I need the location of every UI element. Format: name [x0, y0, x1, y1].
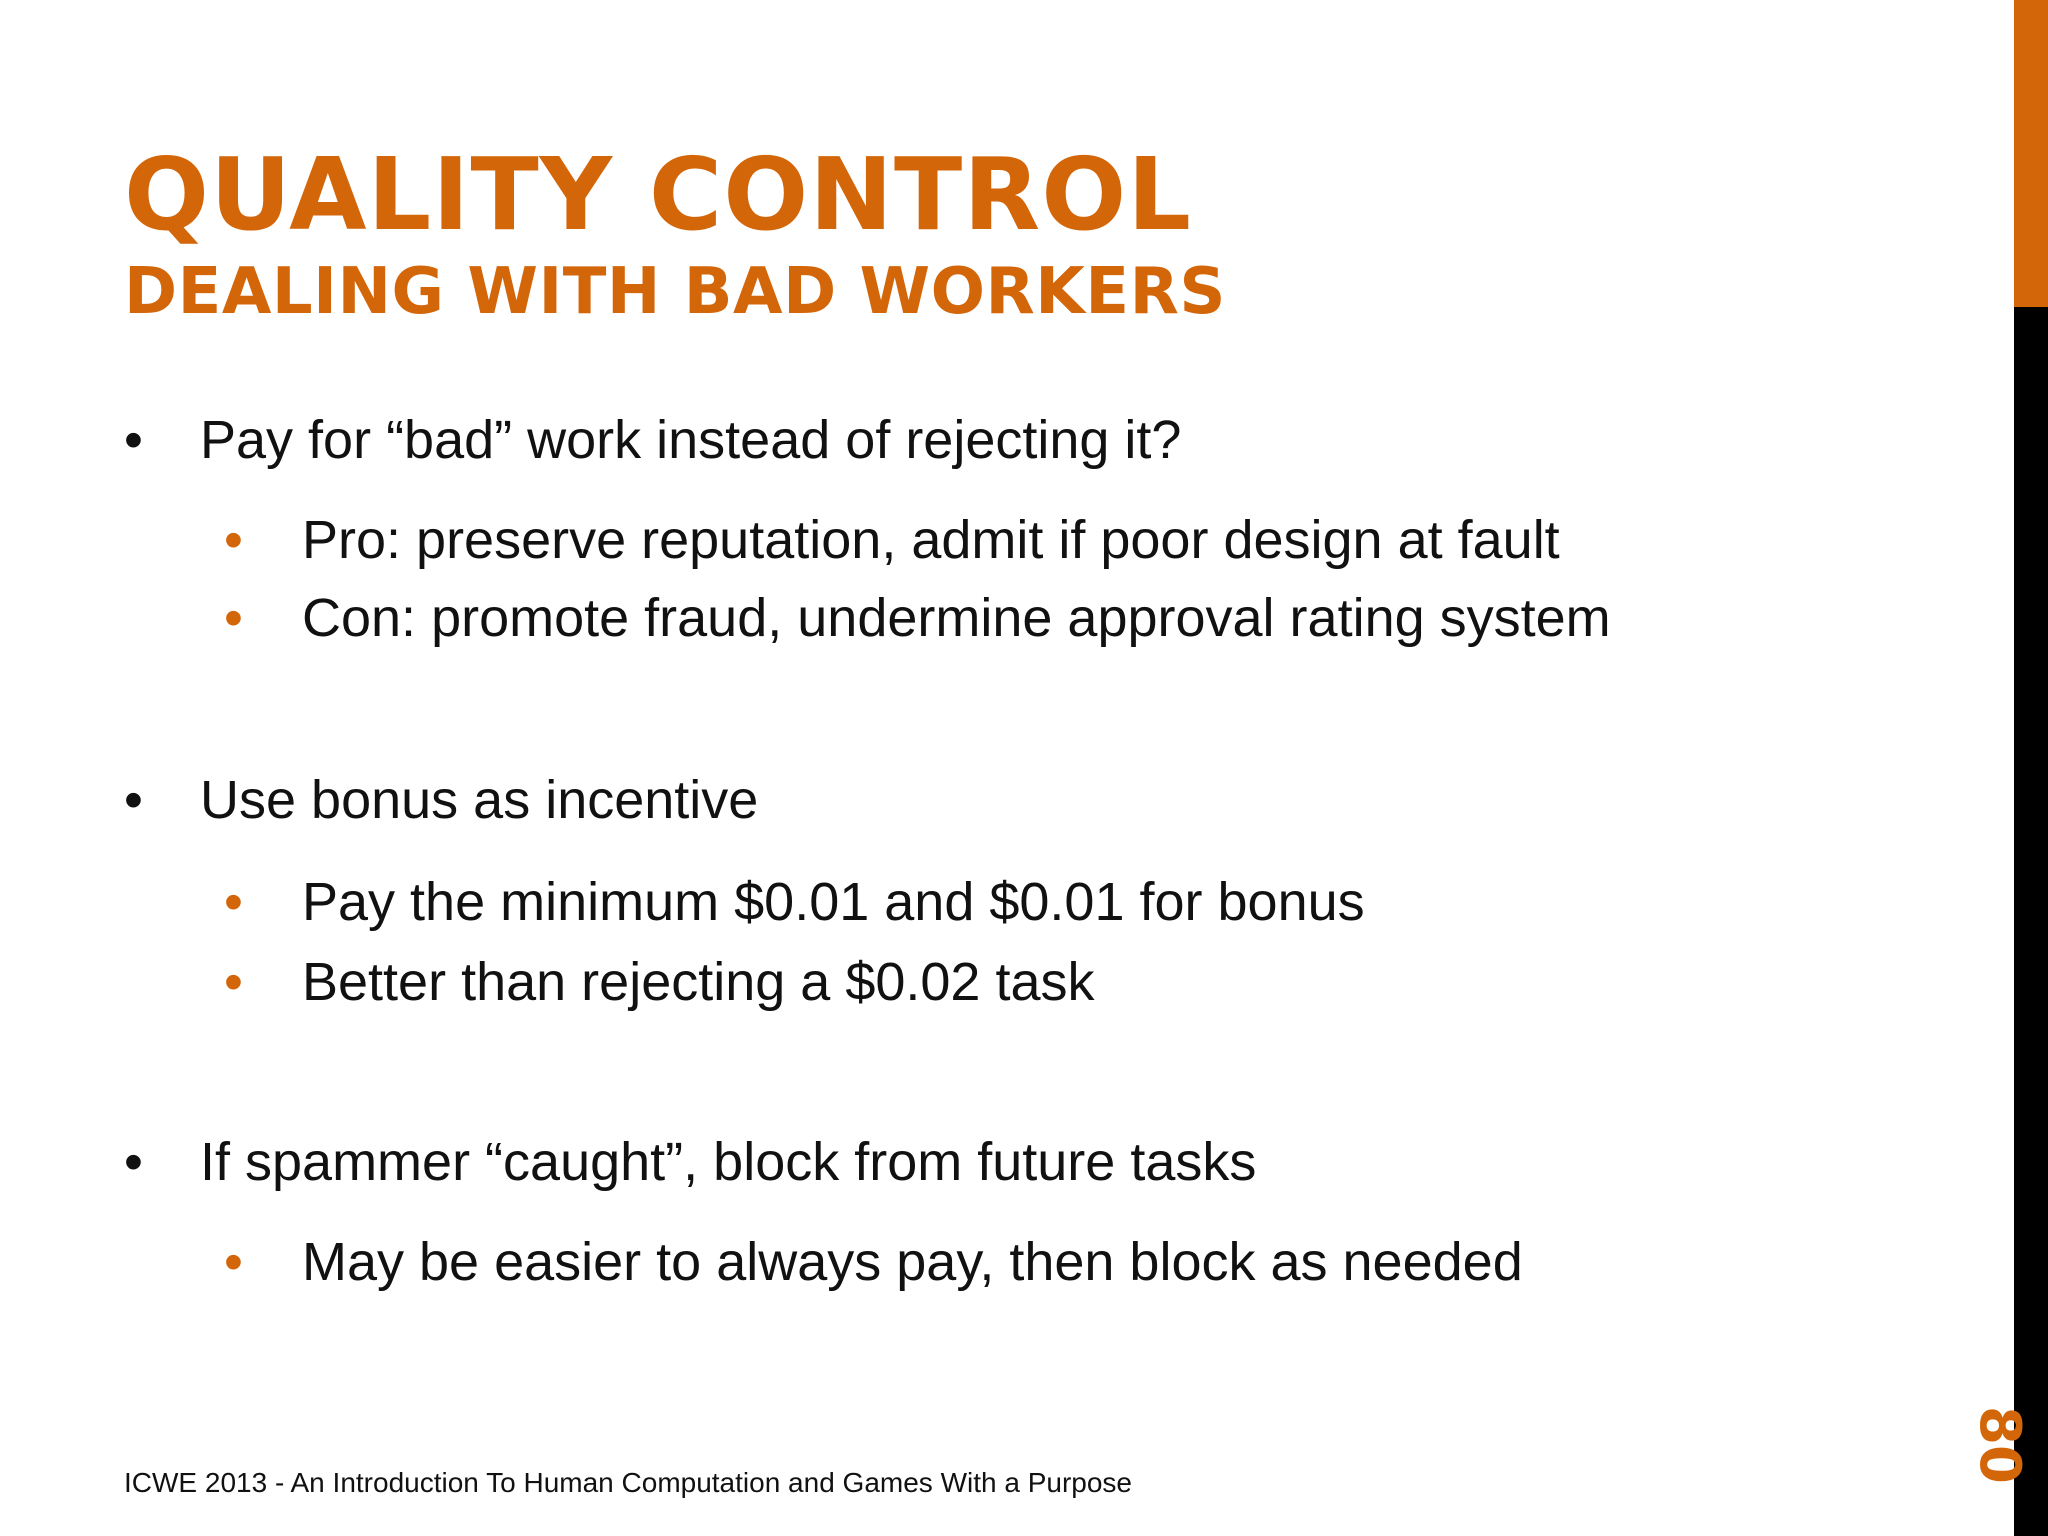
- slide-footer: ICWE 2013 - An Introduction To Human Computation and Games With a Purpose: [124, 1467, 1132, 1498]
- sub-bullet-text: Better than rejecting a $0.02 task: [302, 952, 1095, 1012]
- sub-bullet-text: Pay the minimum $0.01 and $0.01 for bonus: [302, 872, 1365, 932]
- bullet-dot: •: [124, 1132, 143, 1192]
- bullet-text: If spammer “caught”, block from future tasks: [200, 1132, 1257, 1192]
- sub-bullet-text: Pro: preserve reputation, admit if poor design at fault: [302, 510, 1560, 570]
- page-number: 80: [1967, 1406, 2033, 1484]
- bullet-dot: •: [124, 770, 143, 830]
- accent-rail-orange: [2014, 0, 2048, 307]
- sub-bullet-text: Con: promote fraud, undermine approval rating system: [302, 588, 1611, 648]
- sub-bullet-dot: •: [224, 952, 243, 1012]
- sub-bullet-dot: •: [224, 510, 243, 570]
- slide-subtitle: DEALING WITH BAD WORKERS: [124, 255, 1226, 329]
- sub-bullet-dot: •: [224, 588, 243, 648]
- accent-rail-black: [2014, 307, 2048, 1536]
- bullet-text: Use bonus as incentive: [200, 770, 759, 830]
- sub-bullet-text: May be easier to always pay, then block as needed: [302, 1232, 1523, 1292]
- bullet-dot: •: [124, 410, 143, 470]
- slide-title: QUALITY CONTROL: [124, 136, 1192, 253]
- sub-bullet-dot: •: [224, 872, 243, 932]
- sub-bullet-dot: •: [224, 1232, 243, 1292]
- bullet-text: Pay for “bad” work instead of rejecting it?: [200, 410, 1182, 470]
